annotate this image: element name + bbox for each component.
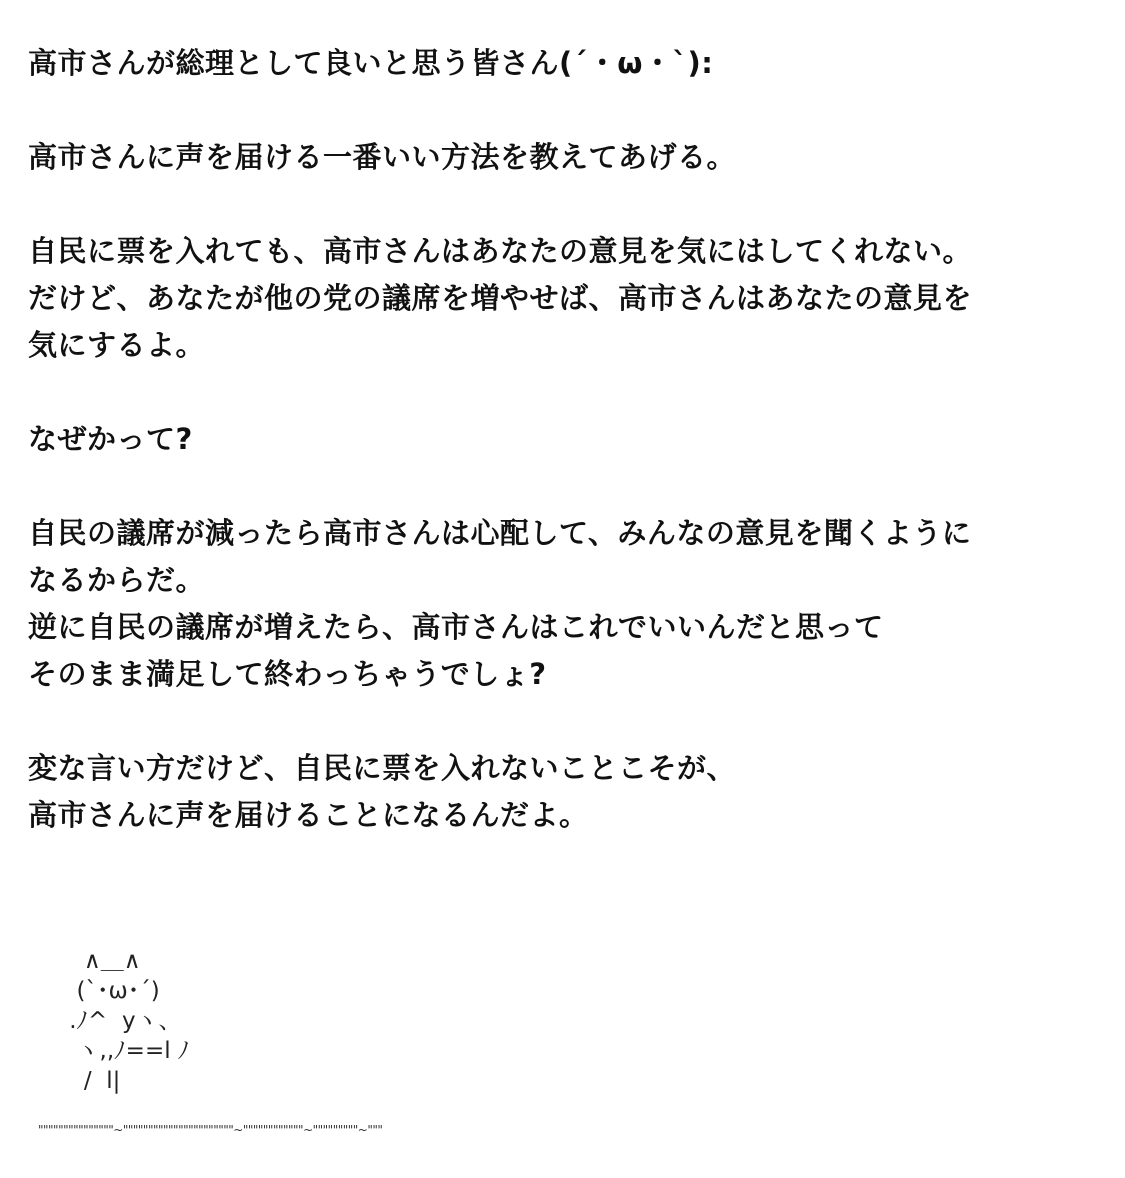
- text-line: 高市さんが総理として良いと思う皆さん(´・ω・`):: [28, 46, 714, 80]
- text-line: 高市さんに声を届ける一番いい方法を教えてあげる。: [28, 140, 737, 174]
- paragraph-explanation: [28, 228, 1098, 369]
- ascii-art-line: ヽ,,ﾉ==l ﾉ: [40, 1038, 190, 1064]
- message-text: [28, 40, 1098, 886]
- paragraph-reason: [28, 510, 1098, 698]
- ascii-art-line: ∧＿∧: [40, 948, 141, 974]
- ascii-art-ground: """""""""""""""~""""""""""""""""""""""~""""""""""""~"""""""""~""": [38, 1123, 383, 1137]
- paragraph-question: [28, 416, 1098, 463]
- text-line: 高市さんに声を届けることになるんだよ。: [28, 798, 589, 832]
- text-line: なるからだ。: [28, 563, 206, 597]
- text-line: そのまま満足して終わっちゃうでしょ?: [28, 657, 547, 691]
- paragraph-conclusion: [28, 745, 1098, 839]
- ascii-art-line: (`･ω･´): [40, 978, 160, 1004]
- text-line: 気にするよ。: [28, 328, 206, 362]
- ascii-art-cat: [40, 946, 189, 1096]
- text-line: だけど、あなたが他の党の議席を増やせば、高市さんはあなたの意見を: [28, 281, 973, 315]
- paragraph-intro: [28, 134, 1098, 181]
- text-line: 自民に票を入れても、高市さんはあなたの意見を気にはしてくれない。: [28, 234, 973, 268]
- text-line: なぜかって?: [28, 422, 193, 456]
- text-line: 逆に自民の議席が増えたら、高市さんはこれでいいんだと思って: [28, 610, 884, 644]
- text-line: 自民の議席が減ったら高市さんは心配して、みんなの意見を聞くように: [28, 516, 972, 550]
- ascii-art-line: / l|: [40, 1068, 121, 1094]
- text-line: 変な言い方だけど、自民に票を入れないことこそが、: [28, 751, 737, 785]
- paragraph-greeting: [28, 40, 1098, 87]
- ascii-art-line: .ﾉ^ yヽ、: [40, 1008, 182, 1034]
